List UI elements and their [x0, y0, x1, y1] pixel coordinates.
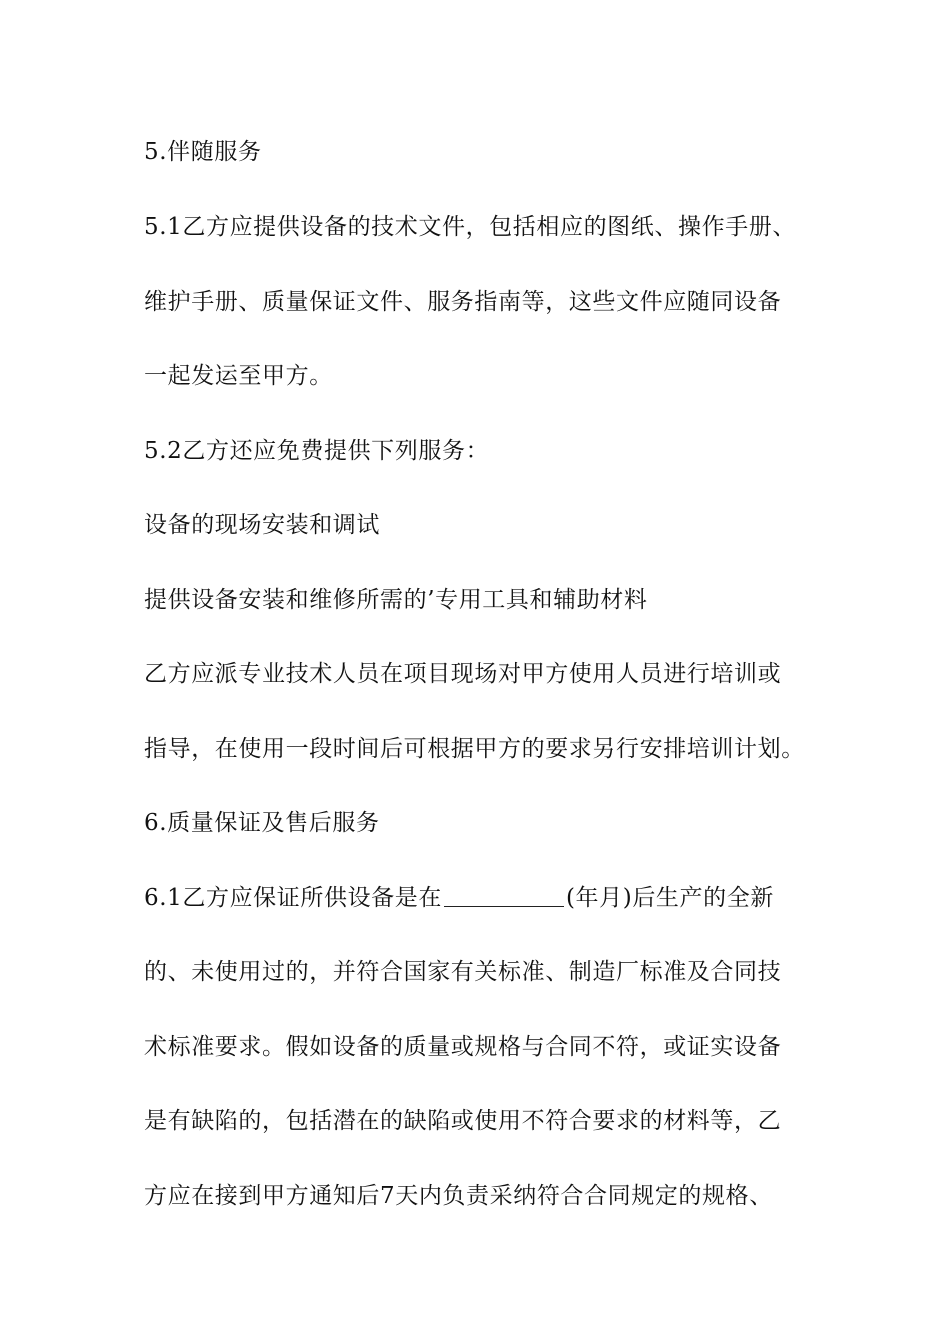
list-item: 设备的现场安装和调试	[144, 512, 380, 538]
paragraph-line: 方应在接到甲方通知后7天内负责采纳符合合同规定的规格、	[144, 1183, 773, 1209]
text-before-blank: 6.1乙方应保证所供设备是在	[144, 885, 442, 911]
paragraph-line: 的、未使用过的，并符合国家有关标准、制造厂标准及合同技	[144, 959, 782, 985]
text-after-blank: (年月)后生产的全新	[565, 885, 774, 911]
section-heading-5: 5.伴随服务	[144, 139, 262, 165]
fill-in-blank	[444, 884, 564, 907]
paragraph-line: 指导，在使用一段时间后可根据甲方的要求另行安排培训计划。	[144, 736, 805, 762]
paragraph-line: 一起发运至甲方。	[144, 363, 333, 389]
paragraph-line-with-blank	[144, 883, 824, 913]
paragraph-line: 术标准要求。假如设备的质量或规格与合同不符，或证实设备	[144, 1034, 782, 1060]
paragraph-line: 5.1乙方应提供设备的技术文件，包括相应的图纸、操作手册、	[144, 214, 796, 240]
paragraph-line: 乙方应派专业技术人员在项目现场对甲方使用人员进行培训或	[144, 661, 782, 687]
paragraph-line: 5.2乙方还应免费提供下列服务：	[144, 438, 490, 464]
section-heading-6: 6.质量保证及售后服务	[144, 810, 380, 836]
list-item: 提供设备安装和维修所需的’专用工具和辅助材料	[144, 587, 648, 613]
paragraph-line: 是有缺陷的，包括潜在的缺陷或使用不符合要求的材料等，乙	[144, 1108, 782, 1134]
paragraph-line: 维护手册、质量保证文件、服务指南等，这些文件应随同设备	[144, 289, 782, 315]
